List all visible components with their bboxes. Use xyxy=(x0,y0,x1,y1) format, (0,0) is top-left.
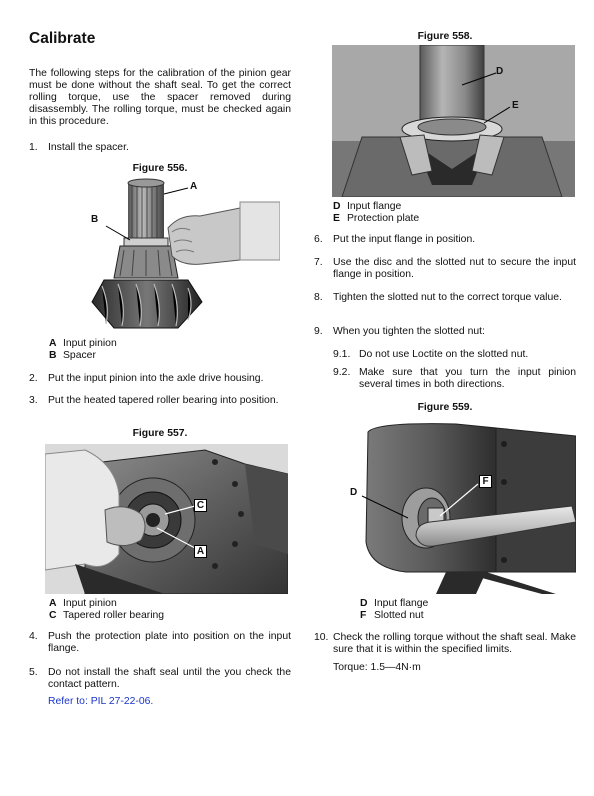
step-text: Do not use Loctite on the slotted nut. xyxy=(359,349,529,360)
step-4 xyxy=(29,631,291,655)
figure-557-label: Figure 557. xyxy=(132,428,188,439)
step-text: Install the spacer. xyxy=(48,142,129,153)
reference-link[interactable]: Refer to: PIL 27-22-06. xyxy=(48,696,154,707)
figure-558-legend xyxy=(333,201,419,225)
step-text: Put the input pinion into the axle drive housing. xyxy=(48,373,264,384)
step-number: 8. xyxy=(314,292,323,303)
step-text: When you tighten the slotted nut: xyxy=(333,326,485,337)
legend-item: A Input pinion xyxy=(49,598,117,609)
step-number: 10. xyxy=(314,632,329,643)
figure-559-image xyxy=(346,422,576,594)
step-2 xyxy=(29,373,291,385)
step-8 xyxy=(314,292,576,304)
step-9-2 xyxy=(333,367,576,391)
step-text: Put the input flange in position. xyxy=(333,234,476,245)
step-1 xyxy=(29,142,291,154)
callout-f: F xyxy=(479,475,492,488)
figure-559-label: Figure 559. xyxy=(417,402,473,413)
step-number: 3. xyxy=(29,395,38,406)
legend-item: A Input pinion xyxy=(49,338,117,349)
step-number: 2. xyxy=(29,373,38,384)
callout-e: E xyxy=(512,100,519,111)
legend-item: F Slotted nut xyxy=(360,610,424,621)
figure-556-legend xyxy=(49,338,117,362)
step-text: Push the protection plate into position on the input flange. xyxy=(48,631,291,654)
step-text: Check the rolling torque without the shaft seal. Make sure that it is within the specified limits. xyxy=(333,632,576,655)
step-9-1 xyxy=(333,349,576,361)
step-number: 1. xyxy=(29,142,38,153)
step-text: Put the heated tapered roller bearing into position. xyxy=(48,395,279,406)
step-10 xyxy=(314,632,576,656)
legend-item: D Input flange xyxy=(360,598,429,609)
step-text: Use the disc and the slotted nut to secure the input flange in position. xyxy=(333,257,576,280)
legend-item: D Input flange xyxy=(333,201,402,212)
legend-item: B Spacer xyxy=(49,350,96,361)
figure-557-image xyxy=(45,444,288,594)
page-title: Calibrate xyxy=(29,30,96,47)
step-number: 9. xyxy=(314,326,323,337)
callout-d: D xyxy=(496,66,504,77)
figure-556-label: Figure 556. xyxy=(132,163,188,174)
step-number: 5. xyxy=(29,667,38,678)
figure-559-legend xyxy=(360,598,428,622)
step-9 xyxy=(314,326,576,338)
figure-556-image xyxy=(90,178,280,333)
step-number: 6. xyxy=(314,234,323,245)
legend-item: E Protection plate xyxy=(333,213,420,224)
step-5 xyxy=(29,667,291,691)
callout-b: B xyxy=(91,214,99,225)
step-3 xyxy=(29,395,291,407)
figure-558-label: Figure 558. xyxy=(417,31,473,42)
step-number: 9.2. xyxy=(333,367,351,378)
figure-557-legend xyxy=(49,598,164,622)
callout-a: A xyxy=(190,181,198,192)
step-number: 7. xyxy=(314,257,323,268)
callout-d: D xyxy=(350,487,358,498)
torque-value: Torque: 1.5—4N·m xyxy=(333,662,421,673)
step-6 xyxy=(314,234,576,246)
step-text: Make sure that you turn the input pinion several times in both directions. xyxy=(359,367,576,390)
legend-item: C Tapered roller bearing xyxy=(49,610,165,621)
step-text: Tighten the slotted nut to the correct torque value. xyxy=(333,292,562,303)
callout-a: A xyxy=(194,545,207,558)
step-text: Do not install the shaft seal until the you check the contact pattern. xyxy=(48,667,291,690)
step-number: 9.1. xyxy=(333,349,351,360)
callout-c: C xyxy=(194,499,207,512)
step-7 xyxy=(314,257,576,281)
step-number: 4. xyxy=(29,631,38,642)
intro-paragraph: The following steps for the calibration of the pinion gear must be done without the shaft seal. To get the correct rolling torque, use the spacer removed during disassembly. The rolling torque, must be checked again in this procedure. xyxy=(29,68,291,127)
figure-558-image xyxy=(332,45,575,197)
